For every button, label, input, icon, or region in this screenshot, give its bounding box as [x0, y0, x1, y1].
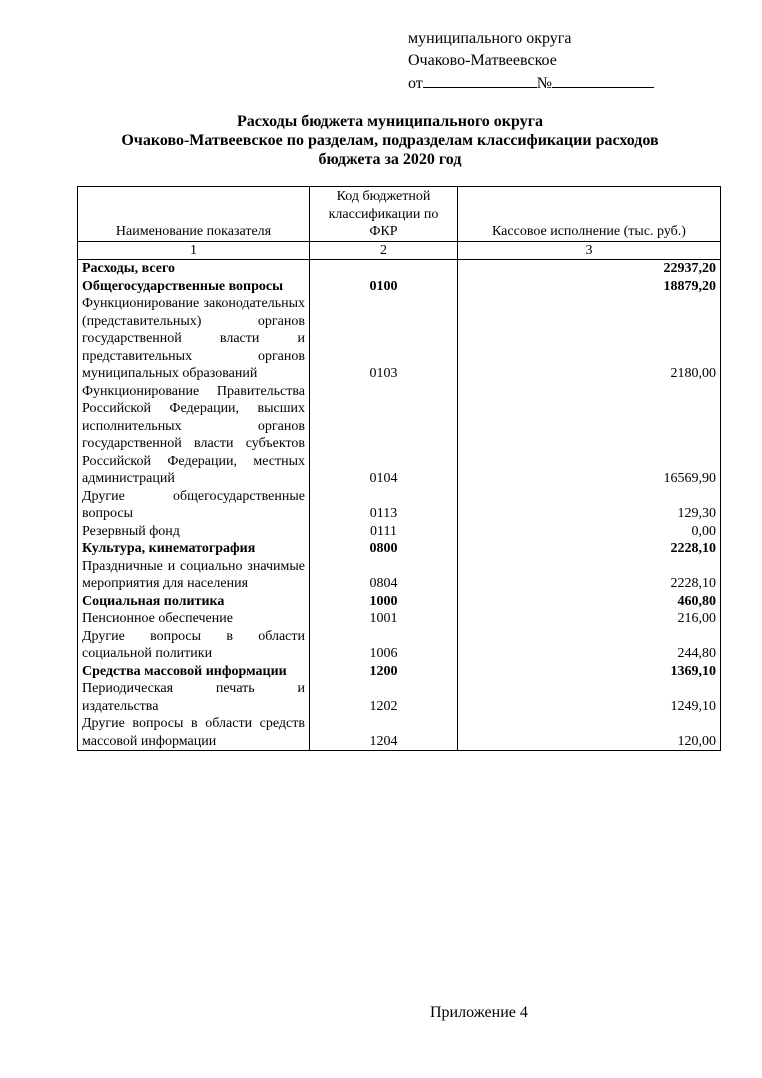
column-number-2: 2 — [310, 241, 458, 260]
row-name-cell: Культура, кинематография — [78, 540, 310, 558]
row-name-cell: Периодическая печать и издательства — [78, 680, 310, 715]
row-value-cell: 18879,20 — [458, 278, 721, 296]
row-value-cell: 2228,10 — [458, 540, 721, 558]
row-value-cell: 16569,90 — [458, 383, 721, 488]
row-value-cell: 1249,10 — [458, 680, 721, 715]
row-code-cell: 0111 — [310, 523, 458, 541]
table-row — [78, 383, 721, 488]
row-value-cell: 2228,10 — [458, 558, 721, 593]
date-blank — [423, 72, 537, 88]
row-name-cell: Другие вопросы в области социальной политики — [78, 628, 310, 663]
row-name-cell: Функционирование законодательных (представительных) органов государственной власти и представительных органов муниципальных образований — [78, 295, 310, 383]
number-blank — [552, 72, 654, 88]
row-name-cell: Резервный фонд — [78, 523, 310, 541]
table-row — [78, 295, 721, 383]
column-number-1: 1 — [78, 241, 310, 260]
table-row — [78, 488, 721, 523]
row-code-cell: 0100 — [310, 278, 458, 296]
row-name-cell: Функционирование Правительства Российской Федерации, высших исполнительных органов государственной власти субъектов Российской Федерации, местных администраций — [78, 383, 310, 488]
row-value-cell: 1369,10 — [458, 663, 721, 681]
row-code-cell: 0804 — [310, 558, 458, 593]
table-body — [78, 260, 721, 751]
column-header-code: Код бюджетной классификации по ФКР — [310, 187, 458, 242]
table-row — [78, 663, 721, 681]
row-code-cell: 1202 — [310, 680, 458, 715]
row-value-cell: 0,00 — [458, 523, 721, 541]
row-code-cell: 0113 — [310, 488, 458, 523]
column-number-row — [78, 241, 721, 260]
row-code-cell: 1006 — [310, 628, 458, 663]
title-line-3: бюджета за 2020 год — [318, 151, 462, 168]
document-header — [408, 28, 708, 95]
table-row — [78, 628, 721, 663]
column-header-name: Наименование показателя — [78, 187, 310, 242]
number-label: № — [536, 75, 553, 92]
row-value-cell: 244,80 — [458, 628, 721, 663]
table-row — [78, 278, 721, 296]
appendix-label: Приложение 4 — [430, 1004, 528, 1021]
document-title — [60, 112, 720, 169]
row-code-cell: 0800 — [310, 540, 458, 558]
table-row — [78, 680, 721, 715]
row-name-cell: Общегосударственные вопросы — [78, 278, 310, 296]
row-value-cell: 22937,20 — [458, 260, 721, 278]
row-value-cell: 120,00 — [458, 715, 721, 751]
column-header-value: Кассовое исполнение (тыс. руб.) — [458, 187, 721, 242]
table-row — [78, 558, 721, 593]
header-district-line: Очаково-Матвеевское — [408, 52, 557, 69]
row-name-cell: Средства массовой информации — [78, 663, 310, 681]
row-value-cell: 460,80 — [458, 593, 721, 611]
row-value-cell: 2180,00 — [458, 295, 721, 383]
header-municipal-line: муниципального округа — [408, 30, 572, 47]
row-name-cell: Расходы, всего — [78, 260, 310, 278]
header-date-number-line — [408, 72, 708, 95]
title-line-2: Очаково-Матвеевское по разделам, подразделам классификации расходов — [121, 132, 659, 149]
budget-table — [77, 186, 721, 751]
table-row — [78, 593, 721, 611]
table-row — [78, 610, 721, 628]
row-code-cell: 0104 — [310, 383, 458, 488]
row-name-cell: Социальная политика — [78, 593, 310, 611]
table-row — [78, 523, 721, 541]
row-name-cell: Праздничные и социально значимые мероприятия для населения — [78, 558, 310, 593]
row-code-cell: 1001 — [310, 610, 458, 628]
from-label: от — [408, 75, 423, 92]
table-row — [78, 715, 721, 751]
row-code-cell: 0103 — [310, 295, 458, 383]
row-code-cell: 1200 — [310, 663, 458, 681]
title-line-1: Расходы бюджета муниципального округа — [237, 113, 543, 130]
row-name-cell: Другие общегосударственные вопросы — [78, 488, 310, 523]
row-code-cell: 1204 — [310, 715, 458, 751]
row-code-cell: 1000 — [310, 593, 458, 611]
row-name-cell: Другие вопросы в области средств массовой информации — [78, 715, 310, 751]
row-value-cell: 129,30 — [458, 488, 721, 523]
table-header-row — [78, 187, 721, 242]
column-number-3: 3 — [458, 241, 721, 260]
row-value-cell: 216,00 — [458, 610, 721, 628]
row-code-cell — [310, 260, 458, 278]
row-name-cell: Пенсионное обеспечение — [78, 610, 310, 628]
table-row — [78, 260, 721, 278]
table-row — [78, 540, 721, 558]
